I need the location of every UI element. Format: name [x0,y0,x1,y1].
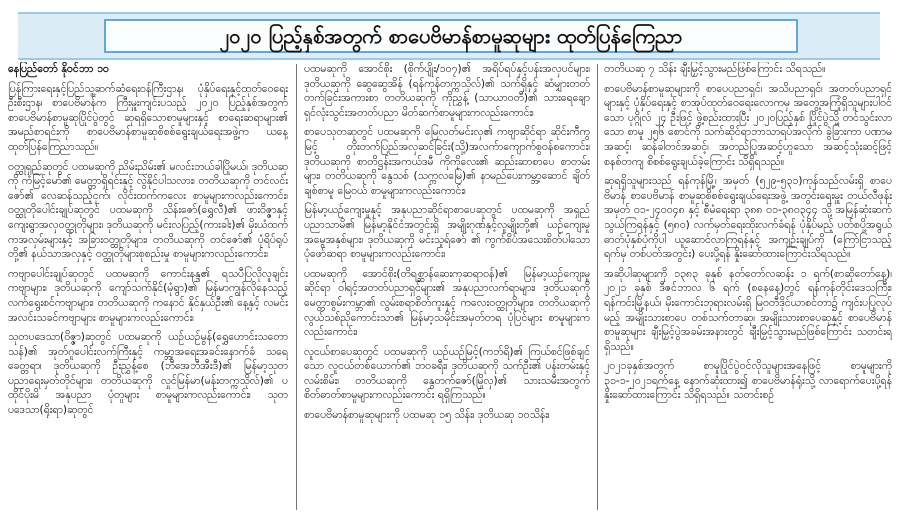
paragraph: တတိယဆု ၇ သိန်း ချီးမြှင့်သွားမည်ဖြစ်ကြောင်း သိရသည်။ [604,63,826,75]
article-column-2 [304,62,590,512]
paragraph: ပြန်ကြားရေးနှင့်ပြည်သူ့ဆက်ဆံရေးဝန်ကြီးဌာန၊ ပုံနှိပ်ရေးနှင့်ထုတ်ဝေရေးဦးစီးဌာန၊ စာပေဗိမာန်က ကြီးမှူးကျင်းပသည့် ၂၀၂၀ ပြည့်နှစ်အတွက် စာပေဗိမာန်စာမူဆုပြိုင်ပွဲတွင် ဆုရရှိသောစာမူများနှင့် စာရေးဆရာများ၏ အမည်စာရင်းကို စာပေဗိမာန်စာမူဆုစိစစ်ရွေးချယ်ရေးအဖွဲ့က ယနေ့ထုတ်ပြန်ကြေညာသည်။ [8,82,288,153]
column-divider [597,64,598,510]
paragraph: ဝတ္ထုရှည်ဆုတွင် ပထမဆုကို ညိမ်းညိမ်း၏ မလင်းဘယ်ခါပြိုမယ်၊ ဒုတိယဆုကို ကံမြင့်မော်၏ မေတ္တာရှိရင်းနှင့် လွဲနိုင်ပါသလား၊ တတိယဆုကို တင်လင်းဇော်၏ လေဆန်သည့်ငှက်၊ လိုင်းထက်ကလေး စာမူများကလည်းကောင်း၊ ဝတ္ထုတိုပေါင်းချုပ်ဆုတွင် ပထမဆုကို သိန်းဇော်(ရွှေလီ)၏ ဖားဝိဇ္ဇာနှင့် ကျေးရွာအလှဝတ္ထုတိုများ၊ ဒုတိယဆုကို မင်းလပြည့်(ကားခါး)၏ မိုးယံထက်ကအလှမ်းများနှင့် အခြားဝတ္ထုတိုများ၊ တတိယဆုကို တင်ဇော်၏ ပုံရိပ်ရုပ်တို့၏ နယ်သာအလှနှင့် ဝတ္ထုတိုများစုစည်းမှု စာမူများကလည်းကောင်း၊ [8,160,288,261]
headline: ၂၀၂၀ ပြည့်နှစ်အတွက် စာပေဗိမာန်စာမူဆုများ ထုတ်ပြန်ကြေညာ [219,24,683,48]
headline-banner [18,12,880,60]
paragraph: ပထမဆုကို အောင်စိုး(တိရစ္ဆာန်ဆေးကုဆရာဝန်)၏ မြန်မာ့ယဉ်ကျေးမှုဆိုင်ရာ ဝါရင့်အတတ်ပညာရှင်များ၏ အနုပညာလက်ရာများ၊ ဒုတိယဆုကို မေတ္တာစွမ်းကမ္ဘာ၏ လွမ်းစရာစိတ်ကူးနှင့် ကလေးဝတ္ထုတိုများ၊ တတိယဆုကို လွယ်သစ်ညိုကောင်းသာ၏ မြန်မာ့သမိုင်းအမှတ်တရ ပုံပြင်များ စာမူများကလည်းကောင်း၊ [304,267,590,339]
paragraph: မြန်မာ့ယဉ်ကျေးမှုနှင့် အနုပညာဆိုင်ရာစာပေဆုတွင် ပထမဆုကို အရှည်ပညာသာမိ၏ မြန်မာ့နိုင်ငံအတွင်းရှိ အမျိုးဂုဏ်နှင့်လူမျိုးတို့၏ ယဉ်ကျေးမှုအမွေအနှစ်များ၊ ဒုတိယဆုကို မင်းသူရ်ဇော် ၏ ကွက်စိပ်အသေးစိတ်ပါသော ပုံဖော်ဆရာ စာမူများကလည်းကောင်း၊ [304,204,590,261]
paragraph: ကဗျာပေါင်းချုပ်ဆုတွင် ပထမဆုကို ကောင်းနန္ဒ၏ ရသပီပြလိုလူချင်း ကဗျာများ၊ ဒုတိယဆုကို ကျော်သက်နိုင်(မုံရွာ)၏ မြန်မာကျွန်လိုနေသည့် လက်ရွေးစင်ကဗျာများ၊ တတိယဆုကို ကနောင် နိုင်နှယ်ဦး၏ နေ့နှင့် လမင်းအလင်းသခင်ကဗျာများ စာမူများကလည်းကောင်း၊ [8,267,288,324]
paragraph: အဆိုပါဆုများကို ၁၃၈၃ ခုနှစ် နတ်တော်လဆန်း ၁ ရက်(စာဆိုတော်နေ့)၊ ၂၀၂၁ ခုနှစ် ဒီဇင်ဘာလ ၆ ရက် (စနေနေ့)တွင် ရန်ကုန်တိုင်းဒေသကြီး၊ ရန်ကင်းမြို့နယ်၊ မိုးကောင်းဘုရားလမ်းရှိ မြဝတီဒိုင်ယာစင်တာ၌ ကျင်းပပြုလုပ်မည့် အမျိုးသားစာပေ တစ်သက်တာဆု၊ အမျိုးသားစာပေဆုနှင့် စာပေဗိမာန် စာမူဆုများ ချီးမြှင့်ပွဲအခမ်းအနားတွင် ချီးမြှင့်သွားမည်ဖြစ်ကြောင်း သတင်းရရှိသည်။ [604,267,892,353]
article-body [8,62,892,514]
paragraph: လူငယ်စာပေဆုတွင် ပထမဆုကို ယဉ်ယဉ်မြင့်(ကဘ်ရိ)၏ ကြယ်စင်ဖြစ်ချင်သော လူငယ်တစ်ယောက်၏ ဘဝခရီး၊ ဒုတိယဆုကို သက်ဦး၏ ပန်းတမ်းနှင့်လမ်းစိမ်း၊ တတိယဆုကို နွေတက်ဇော်(မြိုလှ)၏ သားသမီးအတွက် စိတ်ဓာတ်စာမူများကလည်းကောင်း ရရှိကြသည်။ [304,345,590,402]
paragraph: ဆုရရှိသူများသည် ရန်ကုန်မြို့၊ အမှတ် (၅၂၉-၅၃၁)ကုန်သည်လမ်းရှိ စာပေဗိမာန် စာပေဗိမာန် စာမူဆုစိစစ်ရွေးချယ်ရေးအဖွဲ့ အတွင်းရေးမှူး တယ်လီဖုန်းအမှတ် ၀၁-၂၄၀၀၄၈ နှင့် စီမံရေးရာ ၃၈၈ ၀၁-၃၈၀၃၄၄ သို့ အမြန်ဆုံးဆက်သွယ်ကြရန်နှင့် (၅၈၀) လက်မှတ်ရေးထိုးလက်ခံရန် ပုံနှိပ်မည့် ပတ်စပို့အရွယ် ဓာတ်ပုံနှစ်ပုံကိုပါ ယူဆောင်လာကြရန်နှင့် အကျဉ်းချုပ်ကို (ကြော်ငြာသည့်ရက်မှ တစ်ပတ်အတွင်း) ပေးပို့ရန် နှိုးဆော်ထားကြောင်းသိရသည်။ [604,175,892,261]
article-column-1 [8,62,288,512]
paragraph: စာပေဗိမာန်စာမူဆုများကို စာပေပညာရှင်၊ အသိပညာရှင်၊ အတတ်ပညာရှင်များနှင့် ပုံနှိပ်ရေးနှင့် စာအုပ်ထုတ်ဝေရေးလောကမှ အတွေ့အကြုံရှိသူများပါဝင်သော ပုဂ္ဂိုလ် ၂၄ ဦးဖြင့် ဖွဲ့စည်းထားပြီး ၂၀၂၀ပြည့်နှစ် ပြိုင်ပွဲသို့ တင်သွင်းလာသော စာမူ ၂၅၆ စောင်ကို သက်ဆိုင်ရာဘာသာရပ်အလိုက် ခွဲခြားကာ ပဏာမအဆင့်၊ ဆန်ခါတင်အဆင့်၊ အတည်ပြုအဆင့်ဟူသော အဆင့်သုံးဆင့်ဖြင့် စနစ်တကျ စိစစ်ရွေးချယ်ခဲ့ကြောင်း သိရှိရသည်။ [604,82,892,168]
paragraph: စာပေဗိမာန်စာမူဆုများကို ပထမဆု ၁၅ သိန်း၊ ဒုတိယဆု ၁၀သိန်း၊ [304,409,550,422]
column-divider [296,64,297,510]
paragraph: သုတပဒေသာ(ဝိဇ္ဇာ)ဆုတွင် ပထမဆုကို ယဉ်ယဉ်မွန်(ရွှေဟောင်းသတော သန်)၏ အုတ်ဂူပေါင်းလက်ကြီးနှင့် ကမ္ဘာ့အရေးအခင်းနောက်ခံ သရေ ခေတ္တရာ၊ ဒုတိယဆုကို ဦးညွှန့်စေ (ဘီအေဘီအီးဒီ)၏ မြန်မာ့သုတ ပညာရေးမှတ်တိုင်များ၊ တတိယဆုကို လှုင်မြန်မာ(မန်းတက္ကသိုလ်)၏ ပထိုင်ပိုးမိ အနုပညာ ပုံတူများ စာမူများကလည်းကောင်း၊ သုတပဒေသာ(ရိုးရာ)ဆုတွင် [8,331,288,417]
dateline: နေပြည်တော် နိုဝင်ဘာ ၁၀ [8,63,109,75]
paragraph: ပထမဆုကို အောင်စိုး (စိုက်ပျိုး/၁၀၇)၏ အရိပ်ရပ်နှင့်ပန်းအလှပင်များ၊ ဒုတိယဆုကို ဆွေဆွေအိန် (ရန်ကုန်တက္ကသိုလ်)၏ သက်ရှိနှင့် ဆံမျှားတတ်တက်ခြင်းအကားစာ တတိယဆုကို ကိုညွှန့် (သာယာဝတီ)၏ သားရေချော ရှင်လုံးသွင်းအတတ်ပညာ မိတ်ဆက်စာမူများကလည်းကောင်း၊ [304,63,590,119]
paragraph: ၂၀၂၁ခုနှစ်အတွက် စာမူပြိုင်ပွဲဝင်လိုသူများအနေဖြင့် စာမူများကို ၃၁-၁-၂၀၂၁ရက်နေ့ နောက်ဆုံးထား၍ စာပေဗိမာန်ရုံးသို့ လာရောက်ပေးပို့ရန် နှိုးဆော်ထားကြောင်း သိရှိရသည်။ သတင်းစဉ် [604,360,892,402]
paragraph: စာပေသုတဆုတွင် ပထမဆုကို မြေလတ်မင်းလှ၏ ကဗျာဆိုင်ရာ ဆိုင်းကီကွမြင့် တိုးတက်ပြည်အလှဆင်ခြင်း(သို့)အလက်ာကျောက်စွဝန်စကောင်း၊ ဒုတိယဆုကို စာတိဋ္ဌန်းအကယ်ဒမီ ကိုကိုလေး၏ ဆည်းဆာစာပေ စာတမ်းများ၊ တတိယဆုကို နွေသစ် (သက္ကလမြေ)၏ နာမည်ပေးကမ္ဘာ့ဆောင် ချိတ်ချစ်စာမူ မြေဝယ် စာမူများကလည်းကောင်း၊ [304,126,590,197]
article-column-3 [604,62,892,512]
